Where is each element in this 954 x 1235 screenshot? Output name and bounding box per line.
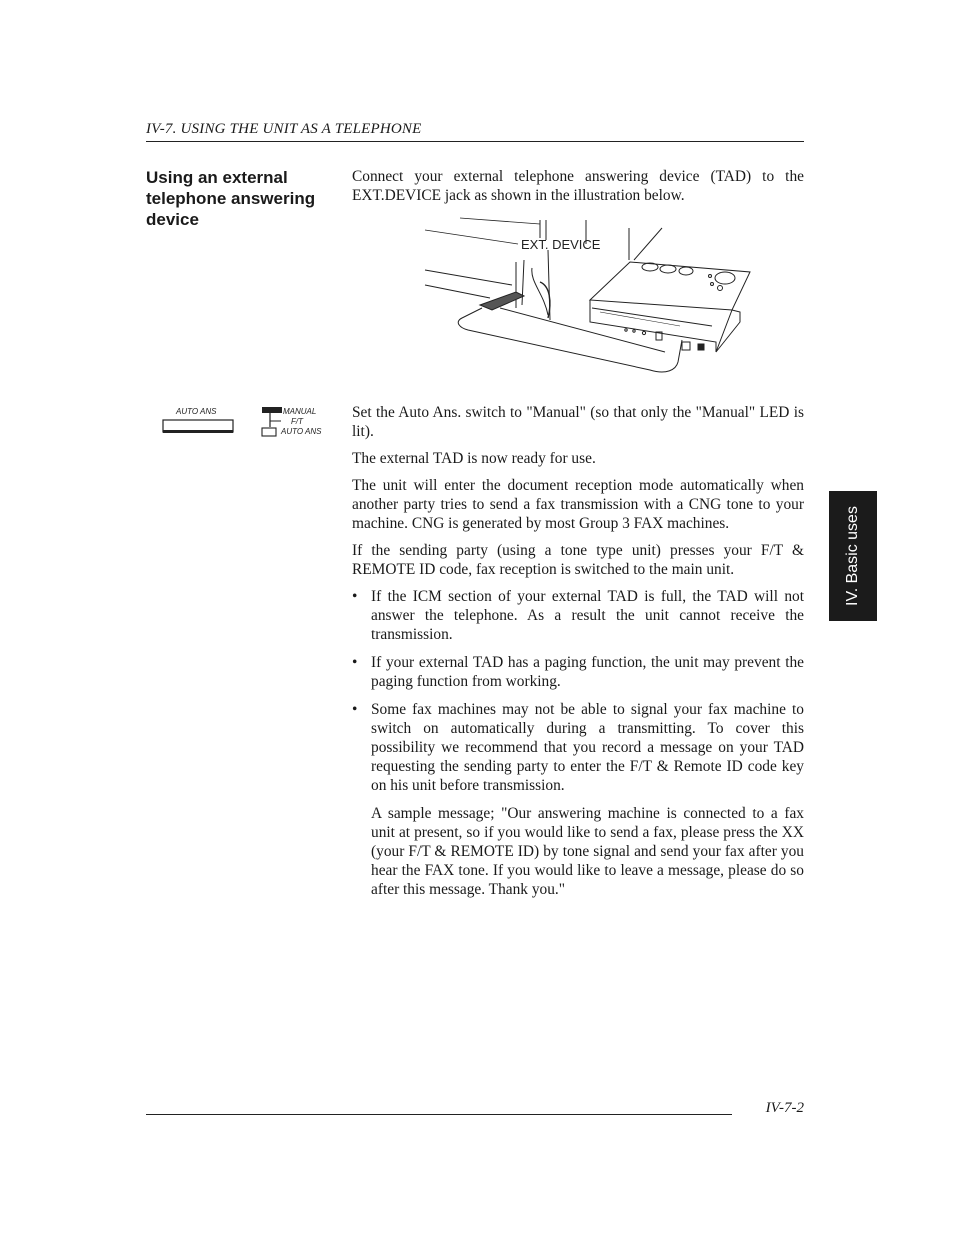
auto-ans-label: AUTO ANS [176,407,217,416]
header-rule [146,141,804,142]
tad-connection-illustration [420,210,760,385]
page-number: IV-7-2 [765,1100,804,1116]
auto-ans-led-label: AUTO ANS [281,427,322,436]
paragraph-cng: The unit will enter the document reception mode automatically when another party tries to send a fax transmission with a CNG tone to your machine. CNG is generated by most Group 3 FAX machines. [352,477,804,532]
paragraph-remote-id: If the sending party (using a tone type unit) presses your F/T & REMOTE ID code, fax reception is switched to the main unit. [352,542,804,578]
paragraph-ready: The external TAD is now ready for use. [352,450,596,467]
ft-label: F/T [291,417,303,426]
manual-led [262,407,282,413]
manual-label: MANUAL [283,407,317,416]
auto-ans-led [262,428,276,436]
running-header: IV-7. USING THE UNIT AS A TELEPHONE [146,121,422,137]
bullet-icon: • [352,654,358,671]
ext-device-label: EXT. DEVICE [521,237,601,252]
bullet-text: If the ICM section of your external TAD is full, the TAD will not answer the telephone. As a result the unit cannot receive the transmission. [371,588,804,643]
auto-ans-switch-graphic [160,403,340,441]
paragraph-set-switch: Set the Auto Ans. switch to "Manual" (so that only the "Manual" LED is lit). [352,404,804,440]
list-item [352,700,804,795]
caution-list [352,587,804,795]
intro-paragraph: Connect your external telephone answering device (TAD) to the EXT.DEVICE jack as shown in the illustration below. [352,168,804,204]
footer-rule [146,1114,732,1115]
bullet-text: If your external TAD has a paging function, the unit may prevent the paging function from working. [371,654,804,690]
bullet-text: Some fax machines may not be able to signal your fax machine to switch on automatically during a transmitting. To cover this possibility we recommend that you record a message on your TAD requesting the sending party to enter the F/T & Remote ID code key on his unit before transmission. [371,701,804,794]
chapter-tab-label: IV. Basic uses [844,506,861,606]
list-item [352,587,804,644]
section-heading: Using an external telephone answering device [146,168,316,229]
bullet-icon: • [352,588,358,605]
sample-message: A sample message; "Our answering machine is connected to a fax unit at present, so if you would like to send a fax, please press the XX (your F/T & REMOTE ID) by tone signal and send your fax after you hear the FAX tone. If you would like to leave a message, please do so after this message. Thank you." [371,805,804,898]
main-column [352,403,804,899]
list-item [352,653,804,691]
chapter-tab [829,491,877,621]
bullet-icon: • [352,701,358,718]
